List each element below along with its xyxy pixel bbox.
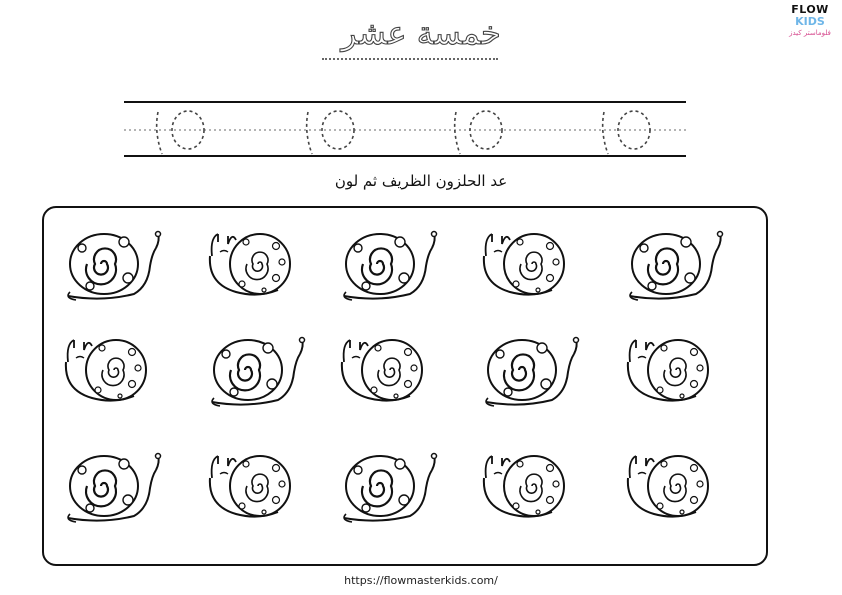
snail-spotted-shell-icon (62, 332, 152, 412)
traced-numeral-4 (603, 111, 650, 154)
footer-url: https://flowmasterkids.com/ (344, 574, 498, 587)
traced-numeral-1 (157, 111, 204, 154)
snail-spiral-shell-icon (62, 448, 162, 528)
logo-line-kids: KIDS (795, 15, 825, 28)
title-dotted-baseline (322, 58, 498, 60)
flowmaster-kids-logo (786, 4, 834, 48)
worksheet-title: خمسة عشر (341, 14, 501, 52)
snail-spiral-shell-icon (62, 226, 162, 306)
snail-spotted-shell-icon (206, 448, 296, 528)
snail-spiral-shell-icon (206, 332, 306, 412)
snail-spotted-shell-icon (480, 448, 570, 528)
snail-spiral-shell-icon (338, 448, 438, 528)
snail-spiral-shell-icon (338, 226, 438, 306)
snail-counting-box (42, 206, 768, 566)
snail-spotted-shell-icon (480, 226, 570, 306)
snail-spotted-shell-icon (338, 332, 428, 412)
traced-numeral-2 (307, 111, 354, 154)
traced-numeral-3 (455, 111, 502, 154)
snail-spotted-shell-icon (624, 448, 714, 528)
snail-spiral-shell-icon (624, 226, 724, 306)
logo-line-arabic: فلوماستر كيدز (789, 29, 831, 37)
snail-spotted-shell-icon (206, 226, 296, 306)
numeral-tracing-lines (124, 98, 686, 160)
snail-spiral-shell-icon (480, 332, 580, 412)
snail-spotted-shell-icon (624, 332, 714, 412)
worksheet-instruction: عد الحلزون الظريف ثم لون (334, 172, 508, 190)
logo-line-flow: FLOW (791, 3, 829, 16)
